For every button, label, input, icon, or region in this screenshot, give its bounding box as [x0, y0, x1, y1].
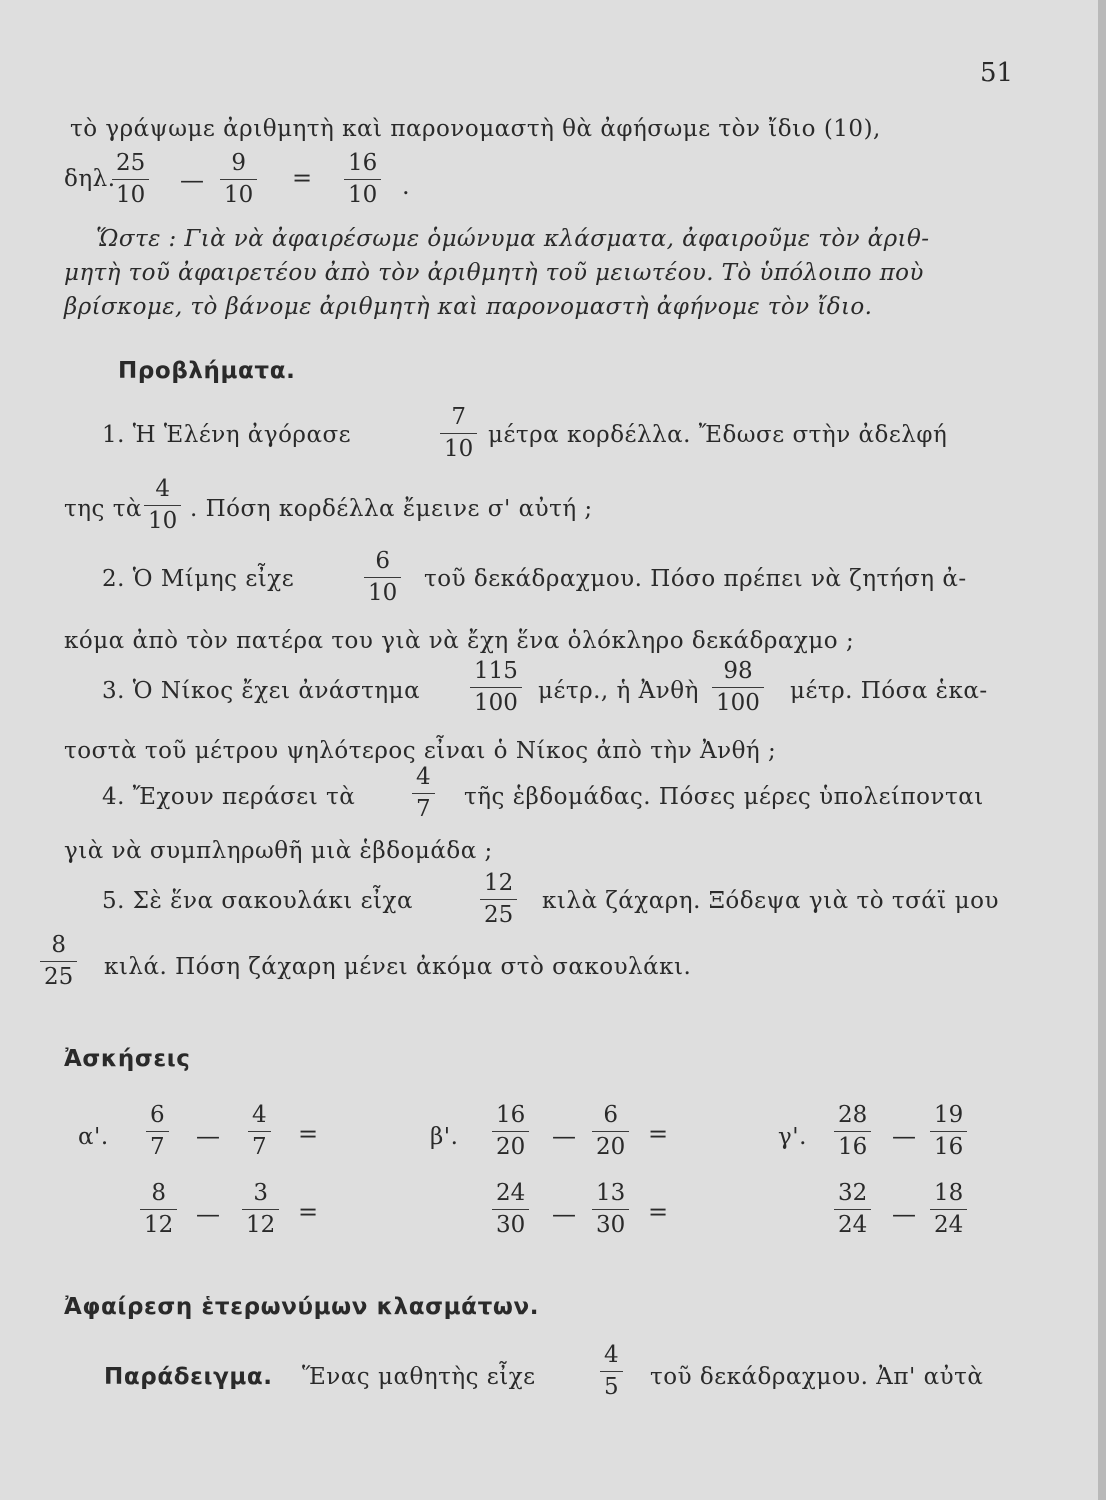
- example-text-a: Ἕνας μαθητὴς εἶχε: [302, 1364, 536, 1390]
- problem-4-text-c: γιὰ νὰ συμπληρωθῆ μιὰ ἑβδομάδα ;: [64, 838, 493, 864]
- minus-sign: —: [196, 1122, 220, 1150]
- exercise-label-b: β'.: [430, 1124, 459, 1150]
- fraction: $\frac{16}{20}$: [492, 1104, 529, 1159]
- equals-sign: =: [648, 1120, 669, 1148]
- fraction: $\frac{13}{30}$: [592, 1182, 629, 1237]
- exercise-label-c: γ'.: [778, 1124, 807, 1150]
- equals-sign: =: [298, 1120, 319, 1148]
- fraction: $\frac{4}{7}$: [412, 766, 435, 821]
- problem-3-text-b: μέτρ., ἡ Ἀνθὴ: [538, 678, 699, 704]
- fraction: $\frac{4}{10}$: [144, 478, 181, 533]
- fraction: $\frac{4}{5}$: [600, 1344, 623, 1399]
- minus-sign: —: [552, 1122, 576, 1150]
- intro-line-1: τὸ γράψωμε ἀριθμητὴ καὶ παρονομαστὴ θὰ ἀφήσωμε τὸν ἴδιο (10),: [70, 116, 881, 142]
- fraction: $\frac{19}{16}$: [930, 1104, 967, 1159]
- minus-sign: —: [552, 1200, 576, 1228]
- fraction: $\frac{4}{7}$: [248, 1104, 271, 1159]
- fraction: $\frac{98}{100}$: [712, 660, 764, 715]
- minus-sign: —: [892, 1122, 916, 1150]
- problem-3-text-a: 3. Ὁ Νίκος ἔχει ἀνάστημα: [102, 678, 421, 704]
- problems-heading: Προβλήματα.: [118, 358, 296, 384]
- problem-2-text-b: τοῦ δεκάδραχμου. Πόσο πρέπει νὰ ζητήση ἀ-: [424, 566, 967, 592]
- fraction: $\frac{6}{20}$: [592, 1104, 629, 1159]
- fraction: $\frac{16}{10}$: [344, 152, 381, 207]
- problem-3-text-d: τοστὰ τοῦ μέτρου ψηλότερος εἶναι ὁ Νίκος ἀπὸ τὴν Ἀνθή ;: [64, 738, 777, 764]
- intro-dil: δηλ.: [64, 166, 116, 192]
- equals-sign: =: [648, 1198, 669, 1226]
- problem-2-text-c: κόμα ἀπὸ τὸν πατέρα του γιὰ νὰ ἔχη ἕνα ὁλόκληρο δεκάδραχμο ;: [64, 628, 855, 654]
- fraction: $\frac{9}{10}$: [220, 152, 257, 207]
- equals-sign: =: [298, 1198, 319, 1226]
- fraction: $\frac{18}{24}$: [930, 1182, 967, 1237]
- problem-1-text-a: 1. Ἡ Ἑλένη ἀγόρασε: [102, 422, 352, 448]
- example-text-b: τοῦ δεκάδραχμου. Ἀπ' αὐτὰ: [650, 1364, 984, 1390]
- equals-sign: =: [292, 164, 313, 192]
- rule-line-2: μητὴ τοῦ ἀφαιρετέου ἀπὸ τὸν ἀριθμητὴ τοῦ μειωτέου. Τὸ ὑπόλοιπο ποὺ: [64, 260, 924, 286]
- page-number: 51: [980, 58, 1014, 88]
- problem-4-text-a: 4. Ἔχουν περάσει τὰ: [102, 784, 356, 810]
- minus-sign: —: [892, 1200, 916, 1228]
- problem-5-text-b: κιλὰ ζάχαρη. Ξόδεψα γιὰ τὸ τσάϊ μου: [542, 888, 999, 914]
- fraction: $\frac{3}{12}$: [242, 1182, 279, 1237]
- problem-5-text-c: κιλά. Πόση ζάχαρη μένει ἀκόμα στὸ σακουλάκι.: [104, 954, 692, 980]
- problem-4-text-b: τῆς ἑβδομάδας. Πόσες μέρες ὑπολείπονται: [464, 784, 984, 810]
- fraction: $\frac{6}{7}$: [146, 1104, 169, 1159]
- rule-line-1: Ὥστε : Γιὰ νὰ ἀφαιρέσωμε ὁμώνυμα κλάσματα, ἀφαιροῦμε τὸν ἀριθ-: [96, 226, 930, 252]
- problem-1-text-c: της τὰ: [64, 496, 142, 522]
- fraction: $\frac{8}{25}$: [40, 934, 77, 989]
- section-heading: Ἀφαίρεση ἑτερωνύμων κλασμάτων.: [64, 1294, 540, 1320]
- fraction: $\frac{115}{100}$: [470, 660, 522, 715]
- fraction: $\frac{8}{12}$: [140, 1182, 177, 1237]
- problem-5-text-a: 5. Σὲ ἕνα σακουλάκι εἶχα: [102, 888, 413, 914]
- problem-1-text-d: . Πόση κορδέλλα ἔμεινε σ' αὐτή ;: [190, 496, 593, 522]
- fraction: $\frac{6}{10}$: [364, 550, 401, 605]
- period: .: [402, 172, 410, 200]
- problem-1-text-b: μέτρα κορδέλλα. Ἔδωσε στὴν ἀδελφή: [488, 422, 948, 448]
- exercise-label-a: α'.: [78, 1124, 109, 1150]
- fraction: $\frac{24}{30}$: [492, 1182, 529, 1237]
- exercises-heading: Ἀσκήσεις: [64, 1046, 191, 1072]
- example-label: Παράδειγμα.: [104, 1364, 273, 1390]
- minus-sign: —: [196, 1200, 220, 1228]
- fraction: $\frac{7}{10}$: [440, 406, 477, 461]
- fraction: $\frac{12}{25}$: [480, 872, 517, 927]
- minus-sign: —: [180, 166, 204, 194]
- fraction: $\frac{28}{16}$: [834, 1104, 871, 1159]
- page-edge: [1098, 0, 1106, 1500]
- fraction: $\frac{32}{24}$: [834, 1182, 871, 1237]
- problem-3-text-c: μέτρ. Πόσα ἑκα-: [790, 678, 988, 704]
- fraction: $\frac{25}{10}$: [112, 152, 149, 207]
- rule-line-3: βρίσκομε, τὸ βάνομε ἀριθμητὴ καὶ παρονομαστὴ ἀφήνομε τὸν ἴδιο.: [64, 294, 873, 320]
- problem-2-text-a: 2. Ὁ Μίμης εἶχε: [102, 566, 295, 592]
